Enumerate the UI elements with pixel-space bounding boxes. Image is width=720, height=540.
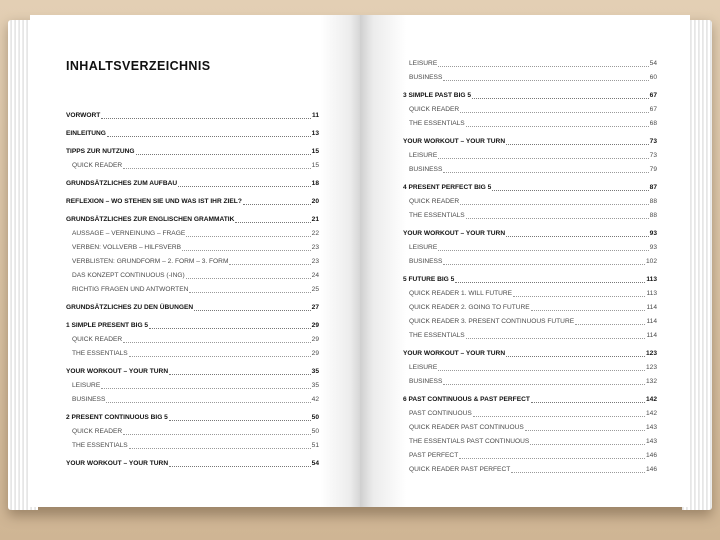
toc-entry-page: 51 — [311, 442, 319, 449]
toc-sub-entry — [66, 269, 319, 283]
toc-entry-title: 4 PRESENT PERFECT BIG 5 — [403, 184, 492, 191]
toc-entry-page: 142 — [645, 396, 657, 403]
toc-entry-page: 93 — [649, 244, 657, 251]
toc-heading-entry — [403, 89, 657, 103]
toc-entry-title: 2 PRESENT CONTINUOUS BIG 5 — [66, 414, 168, 421]
toc-entry-title: RICHTIG FRAGEN UND ANTWORTEN — [72, 286, 189, 293]
dot-leader — [101, 118, 311, 119]
dot-leader — [186, 278, 311, 279]
toc-sub-entry — [403, 329, 657, 343]
toc-sub-entry — [403, 361, 657, 375]
toc-entry-title: LEISURE — [72, 382, 101, 389]
dot-leader — [189, 292, 310, 293]
dot-leader — [129, 448, 311, 449]
toc-entry-page: 29 — [311, 322, 319, 329]
toc-heading-entry — [403, 347, 657, 361]
toc-sub-entry — [403, 421, 657, 435]
dot-leader — [182, 250, 311, 251]
dot-leader — [473, 416, 645, 417]
dot-leader — [443, 384, 645, 385]
toc-entry-title: YOUR WORKOUT – YOUR TURN — [403, 230, 506, 237]
dot-leader — [123, 342, 310, 343]
toc-sub-entry — [66, 159, 319, 173]
toc-sub-entry — [66, 333, 319, 347]
toc-sub-entry — [403, 301, 657, 315]
dot-leader — [460, 204, 648, 205]
dot-leader — [243, 204, 311, 205]
toc-entry-title: PAST PERFECT — [409, 452, 459, 459]
toc-entry-page: 60 — [649, 74, 657, 81]
toc-sub-entry — [403, 209, 657, 223]
toc-entry-page: 143 — [645, 438, 657, 445]
toc-entry-page: 114 — [646, 332, 657, 339]
dot-leader — [136, 154, 311, 155]
toc-sub-entry — [66, 283, 319, 297]
toc-heading-entry — [66, 319, 319, 333]
toc-entry-page: 114 — [646, 304, 657, 311]
toc-heading-entry — [66, 411, 319, 425]
toc-entry-title: BUSINESS — [409, 166, 443, 173]
toc-entry-title: 6 PAST CONTINUOUS & PAST PERFECT — [403, 396, 530, 403]
toc-sub-entry — [403, 149, 657, 163]
dot-leader — [492, 190, 648, 191]
toc-heading-entry — [403, 227, 657, 241]
dot-leader — [506, 144, 649, 145]
left-page — [30, 15, 360, 507]
toc-sub-entry — [403, 241, 657, 255]
dot-leader — [459, 458, 645, 459]
toc-entry-page: 18 — [311, 180, 319, 187]
dot-leader — [525, 430, 645, 431]
dot-leader — [106, 402, 310, 403]
toc-entry-title: THE ESSENTIALS — [72, 350, 128, 357]
dot-leader — [531, 402, 645, 403]
toc-heading-entry — [66, 177, 319, 191]
dot-leader — [229, 264, 310, 265]
dot-leader — [129, 356, 311, 357]
toc-entry-page: 88 — [649, 198, 657, 205]
toc-entry-title: QUICK READER 3. PRESENT CONTINUOUS FUTURE — [409, 318, 575, 325]
dot-leader — [466, 338, 646, 339]
toc-right-list — [403, 57, 657, 477]
toc-entry-page: 54 — [649, 60, 657, 67]
toc-entry-title: QUICK READER PAST CONTINUOUS — [409, 424, 524, 431]
dot-leader — [443, 80, 648, 81]
toc-sub-entry — [66, 439, 319, 453]
toc-entry-page: 123 — [645, 364, 657, 371]
toc-sub-entry — [66, 347, 319, 361]
toc-entry-title: LEISURE — [409, 60, 438, 67]
toc-sub-entry — [403, 315, 657, 329]
toc-entry-title: GRUNDSÄTZLICHES ZU DEN ÜBUNGEN — [66, 304, 194, 311]
toc-entry-title: VERBLISTEN: GRUNDFORM – 2. FORM – 3. FORM — [72, 258, 229, 265]
toc-heading-entry — [66, 301, 319, 315]
dot-leader — [178, 186, 311, 187]
toc-entry-page: 25 — [311, 286, 319, 293]
dot-leader — [530, 444, 645, 445]
toc-entry-page: 113 — [646, 276, 657, 283]
toc-entry-page: 93 — [649, 230, 657, 237]
toc-entry-title: AUSSAGE – VERNEINUNG – FRAGE — [72, 230, 186, 237]
toc-entry-title: BUSINESS — [72, 396, 106, 403]
toc-sub-entry — [403, 435, 657, 449]
dot-leader — [194, 310, 311, 311]
toc-entry-title: VERBEN: VOLLVERB – HILFSVERB — [72, 244, 182, 251]
dot-leader — [511, 472, 645, 473]
dot-leader — [123, 434, 310, 435]
toc-heading-entry — [66, 213, 319, 227]
toc-heading-entry — [403, 181, 657, 195]
dot-leader — [438, 158, 648, 159]
toc-heading-entry — [66, 457, 319, 471]
toc-entry-page: 88 — [649, 212, 657, 219]
toc-heading-entry — [66, 145, 319, 159]
dot-leader — [443, 172, 648, 173]
toc-entry-page: 24 — [311, 272, 319, 279]
toc-sub-entry — [403, 163, 657, 177]
toc-entry-page: 50 — [311, 414, 319, 421]
dot-leader — [123, 168, 310, 169]
toc-entry-page: 73 — [649, 152, 657, 159]
toc-entry-title: THE ESSENTIALS — [409, 120, 465, 127]
dot-leader — [149, 328, 311, 329]
toc-entry-page: 146 — [645, 452, 657, 459]
toc-entry-page: 102 — [645, 258, 657, 265]
toc-entry-page: 21 — [311, 216, 319, 223]
dot-leader — [472, 98, 649, 99]
toc-heading-entry — [66, 365, 319, 379]
toc-sub-entry — [66, 393, 319, 407]
toc-entry-page: 146 — [645, 466, 657, 473]
dot-leader — [169, 374, 311, 375]
toc-entry-page: 22 — [311, 230, 319, 237]
toc-entry-title: TIPPS ZUR NUTZUNG — [66, 148, 135, 155]
toc-sub-entry — [403, 57, 657, 71]
toc-entry-page: 29 — [311, 336, 319, 343]
toc-sub-entry — [403, 407, 657, 421]
toc-sub-entry — [403, 449, 657, 463]
toc-entry-title: 1 SIMPLE PRESENT BIG 5 — [66, 322, 149, 329]
toc-entry-page: 23 — [311, 244, 319, 251]
toc-heading-entry — [66, 195, 319, 209]
toc-entry-title: QUICK READER 2. GOING TO FUTURE — [409, 304, 530, 311]
toc-entry-page: 132 — [645, 378, 657, 385]
toc-entry-title: THE ESSENTIALS — [72, 442, 128, 449]
toc-heading-entry — [403, 393, 657, 407]
toc-entry-title: LEISURE — [409, 364, 438, 371]
toc-heading-entry — [403, 135, 657, 149]
toc-entry-page: 54 — [311, 460, 319, 467]
toc-entry-title: QUICK READER — [409, 106, 460, 113]
toc-entry-page: 29 — [311, 350, 319, 357]
toc-entry-page: 73 — [649, 138, 657, 145]
toc-entry-page: 50 — [311, 428, 319, 435]
dot-leader — [107, 136, 311, 137]
toc-entry-page: 20 — [311, 198, 319, 205]
toc-entry-title: QUICK READER — [72, 336, 123, 343]
toc-sub-entry — [66, 255, 319, 269]
toc-entry-title: BUSINESS — [409, 258, 443, 265]
toc-entry-title: THE ESSENTIALS PAST CONTINUOUS — [409, 438, 530, 445]
toc-entry-title: YOUR WORKOUT – YOUR TURN — [403, 350, 506, 357]
toc-entry-page: 87 — [649, 184, 657, 191]
toc-entry-title: QUICK READER — [409, 198, 460, 205]
toc-entry-title: YOUR WORKOUT – YOUR TURN — [66, 460, 169, 467]
dot-leader — [460, 112, 648, 113]
dot-leader — [506, 356, 645, 357]
toc-heading-entry — [403, 273, 657, 287]
dot-leader — [235, 222, 310, 223]
toc-entry-title: THE ESSENTIALS — [409, 332, 465, 339]
toc-entry-title: YOUR WORKOUT – YOUR TURN — [403, 138, 506, 145]
toc-heading-entry — [66, 127, 319, 141]
toc-left-list — [66, 109, 319, 471]
toc-title: INHALTSVERZEICHNIS — [66, 59, 211, 73]
toc-sub-entry — [403, 103, 657, 117]
toc-entry-page: 113 — [646, 290, 657, 297]
dot-leader — [575, 324, 645, 325]
toc-entry-page: 79 — [649, 166, 657, 173]
toc-sub-entry — [403, 195, 657, 209]
right-page — [360, 15, 690, 507]
toc-entry-title: YOUR WORKOUT – YOUR TURN — [66, 368, 169, 375]
toc-heading-entry — [66, 109, 319, 123]
toc-entry-page: 27 — [311, 304, 319, 311]
toc-sub-entry — [403, 463, 657, 477]
toc-sub-entry — [66, 425, 319, 439]
toc-sub-entry — [66, 379, 319, 393]
toc-entry-title: 3 SIMPLE PAST BIG 5 — [403, 92, 472, 99]
toc-entry-page: 13 — [311, 130, 319, 137]
toc-entry-page: 15 — [311, 148, 319, 155]
toc-entry-title: QUICK READER PAST PERFECT — [409, 466, 511, 473]
toc-entry-title: LEISURE — [409, 152, 438, 159]
dot-leader — [466, 126, 649, 127]
toc-sub-entry — [403, 255, 657, 269]
toc-sub-entry — [403, 117, 657, 131]
dot-leader — [438, 370, 645, 371]
toc-entry-page: 114 — [646, 318, 657, 325]
toc-entry-page: 35 — [311, 368, 319, 375]
dot-leader — [186, 236, 310, 237]
toc-entry-page: 35 — [311, 382, 319, 389]
dot-leader — [438, 250, 648, 251]
toc-entry-page: 15 — [311, 162, 319, 169]
toc-sub-entry — [403, 375, 657, 389]
toc-entry-title: DAS KONZEPT CONTINUOUS (-ING) — [72, 272, 185, 279]
toc-sub-entry — [403, 287, 657, 301]
toc-entry-title: EINLEITUNG — [66, 130, 106, 137]
dot-leader — [466, 218, 649, 219]
toc-entry-title: BUSINESS — [409, 378, 443, 385]
toc-entry-title: QUICK READER — [72, 162, 123, 169]
dot-leader — [455, 282, 645, 283]
dot-leader — [169, 466, 311, 467]
dot-leader — [531, 310, 646, 311]
toc-sub-entry — [66, 227, 319, 241]
toc-entry-title: PAST CONTINUOUS — [409, 410, 472, 417]
dot-leader — [438, 66, 648, 67]
toc-entry-title: VORWORT — [66, 112, 101, 119]
dot-leader — [101, 388, 310, 389]
toc-entry-title: THE ESSENTIALS — [409, 212, 465, 219]
toc-entry-title: GRUNDSÄTZLICHES ZUM AUFBAU — [66, 180, 178, 187]
toc-entry-title: 5 FUTURE BIG 5 — [403, 276, 455, 283]
dot-leader — [513, 296, 645, 297]
toc-entry-title: REFLEXION – WO STEHEN SIE UND WAS IST IHR ZIEL? — [66, 198, 242, 205]
toc-entry-page: 143 — [645, 424, 657, 431]
toc-entry-title: LEISURE — [409, 244, 438, 251]
toc-entry-title: BUSINESS — [409, 74, 443, 81]
toc-entry-page: 123 — [645, 350, 657, 357]
toc-sub-entry — [66, 241, 319, 255]
toc-entry-page: 11 — [312, 112, 319, 119]
toc-entry-title: QUICK READER 1. WILL FUTURE — [409, 290, 513, 297]
toc-entry-page: 23 — [311, 258, 319, 265]
dot-leader — [443, 264, 645, 265]
toc-entry-page: 68 — [649, 120, 657, 127]
toc-entry-page: 67 — [649, 92, 657, 99]
toc-entry-page: 42 — [311, 396, 319, 403]
toc-sub-entry — [403, 71, 657, 85]
toc-entry-page: 142 — [645, 410, 657, 417]
dot-leader — [506, 236, 649, 237]
dot-leader — [169, 420, 311, 421]
toc-entry-page: 67 — [649, 106, 657, 113]
toc-entry-title: GRUNDSÄTZLICHES ZUR ENGLISCHEN GRAMMATIK — [66, 216, 235, 223]
toc-entry-title: QUICK READER — [72, 428, 123, 435]
